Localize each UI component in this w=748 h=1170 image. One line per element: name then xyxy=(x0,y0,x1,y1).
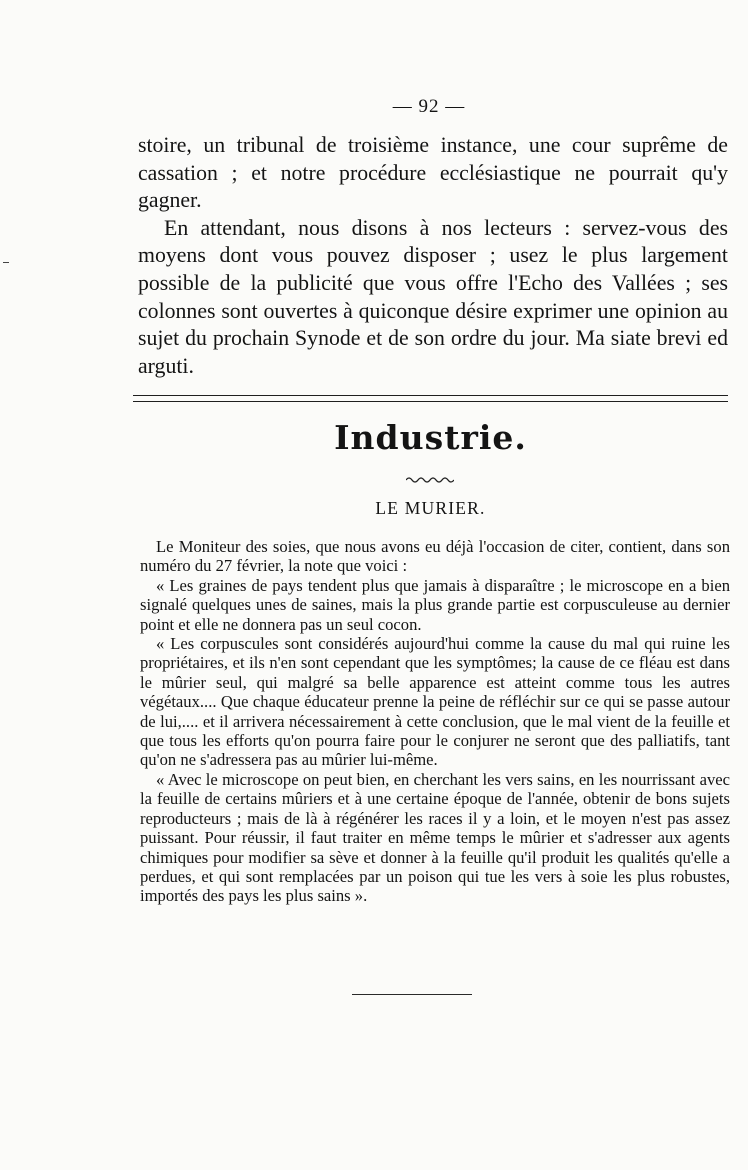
section-title: Industrie. xyxy=(334,418,527,457)
paragraph: stoire, un tribunal de troisième instance, une cour suprême de cassation ; et notre procédure ecclésiastique ne pourrait qu'y gagner. xyxy=(138,133,728,213)
double-rule-divider xyxy=(133,395,728,402)
continued-text xyxy=(138,132,728,380)
paragraph: « Les corpuscules sont considérés aujourd'hui comme la cause du mal qui ruine les propriétaires, et ils n'en sont cependant que les symptômes; la cause de ce fléau est dans le mûrier seul, qui malgré sa belle apparence est atteint comme tous les autres végétaux.... Que chaque éducateur prenne la peine de réfléchir sur ce qui se passe autour de lui,.... et il arrivera nécessairement à cette conclusion, que le mal vient de la feuille et que tous les efforts qu'on pourra faire pour le conjurer ne seront que des palliatifs, tant qu'on ne s'adressera pas au mûrier lui-même. xyxy=(140,634,730,770)
article-title: LE MURIER. xyxy=(375,498,486,518)
end-rule-divider xyxy=(352,994,472,995)
article-body xyxy=(140,537,730,906)
page-number: — 92 — xyxy=(392,96,466,117)
paragraph: Le Moniteur des soies, que nous avons eu déjà l'occasion de citer, contient, dans son numéro du 27 février, la note que voici : xyxy=(140,537,730,576)
paragraph: « Avec le microscope on peut bien, en cherchant les vers sains, en les nourrissant avec la feuille de certains mûriers et à une certaine époque de l'année, obtenir de bons sujets reproducteurs ; mais de là à régénérer les races il y a loin, et le moyen n'est pas assez puissant. Pour réussir, il faut traiter en même temps le mûrier et s'adresser aux agents chimiques pour modifier sa sève et donner à la feuille qu'il produit les qualités qu'elle a perdues, et qui sont remplacées par un poison qui tue les vers à soie les plus robustes, importés des pays les plus sains ». xyxy=(140,769,730,906)
margin-mark xyxy=(3,262,9,263)
wavy-ornament-icon xyxy=(406,476,454,484)
paragraph: « Les graines de pays tendent plus que jamais à disparaître ; le microscope en a bien signalé quelques unes de saines, mais la plus grande partie est corpusculeuse au dernier point et elle ne donnera pas un seul cocon. xyxy=(140,575,730,634)
paragraph: En attendant, nous disons à nos lecteurs : servez-vous des moyens dont vous pouvez disposer ; usez le plus largement possible de la publicité que vous offre l'Echo des Vallées ; ses colonnes sont ouvertes à quiconque désire exprimer une opinion au sujet du prochain Synode et de son ordre du jour. Ma siate brevi ed arguti. xyxy=(138,215,728,378)
